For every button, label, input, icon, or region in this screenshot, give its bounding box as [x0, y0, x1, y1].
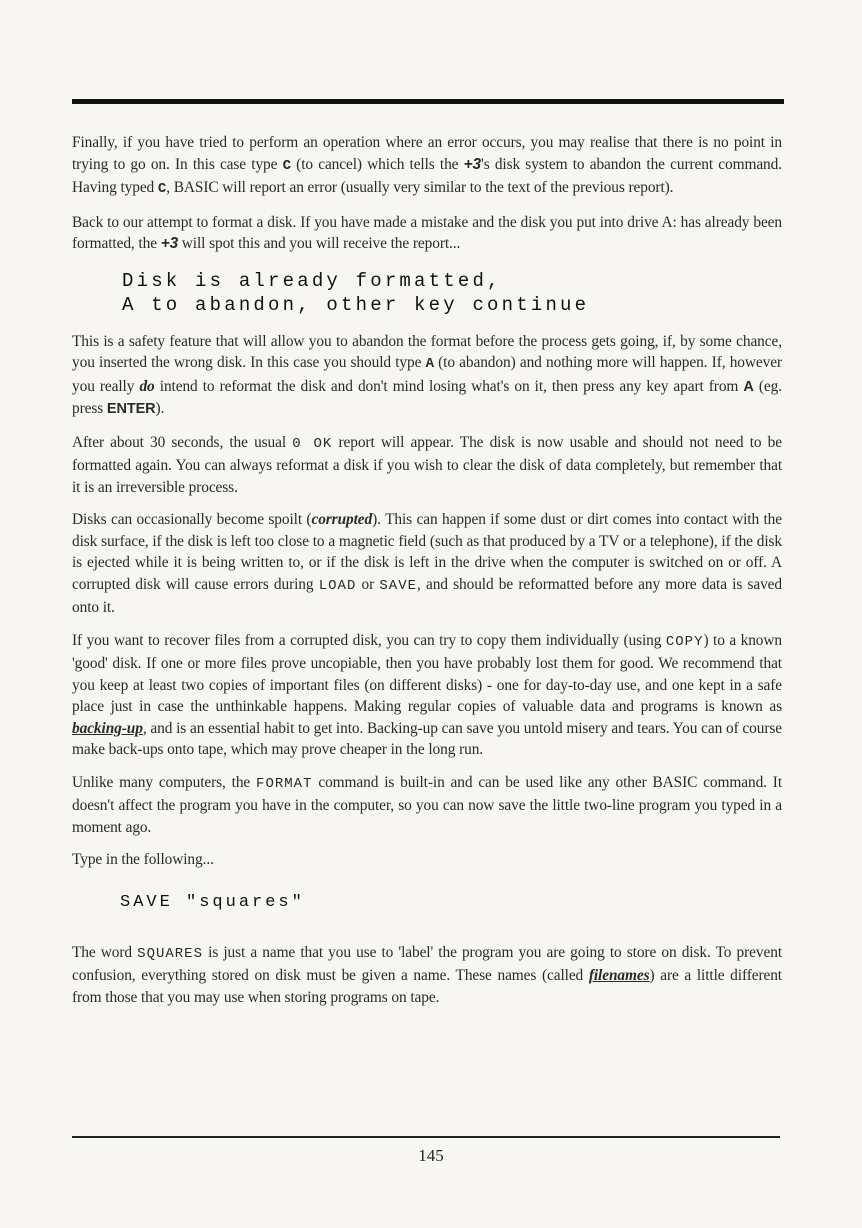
paragraph-corrupted	[72, 509, 782, 619]
text: Unlike many computers, the	[72, 773, 257, 791]
report-line-2: A to abandon, other key continue	[122, 293, 590, 316]
plus3-logo: +3	[463, 155, 482, 173]
paragraph-cancel	[72, 132, 782, 201]
text: Back to our attempt to format a disk. If you have made a mistake and the disk you put into drive A: has already been formatted, the	[72, 213, 782, 252]
text: ) are a little different from those that you may use when storing programs on tape.	[72, 967, 782, 1006]
command-save: SAVE	[379, 577, 418, 594]
term-filenames: filenames	[588, 967, 650, 984]
report-line-1: Disk is already formatted,	[122, 269, 502, 292]
key-c: C	[282, 157, 291, 174]
key-a: A	[743, 378, 754, 395]
text: is just a name that you use to 'label' the program you are going to store on disk. To prevent confusion, everything stored on disk must be given a name. These names (called	[72, 943, 782, 984]
text: intend to reformat the disk and don't mind losing what's on it, then press any key apart from	[154, 377, 744, 395]
disk-formatted-report	[122, 269, 782, 317]
text: After about 30 seconds, the usual	[72, 433, 293, 451]
text: (eg. press	[72, 377, 782, 417]
text: command is built-in and can be used like any other BASIC command. It doesn't affect the program you have in the computer, so you can now save the little two-line program you typed in a moment ago.	[72, 773, 782, 836]
text: (to cancel) which tells the	[290, 155, 464, 173]
command-format: FORMAT	[256, 775, 313, 792]
key-c: C	[157, 181, 167, 197]
emphasis-do: do	[139, 377, 155, 395]
key-a: A	[425, 356, 434, 372]
paragraph-ok-report	[72, 432, 782, 499]
text: This is a safety feature that will allow you to abandon the format before the process gets going, if, by some chance, you inserted the wrong disk. In this case you should type	[72, 332, 782, 371]
ok-report: 0 OK	[292, 435, 333, 452]
command-load: LOAD	[318, 577, 357, 594]
bottom-rule	[72, 1136, 780, 1138]
text: , and is an essential habit to get into. Backing-up can save you untold misery and tears. You can of course make back-ups onto tape, which may prove cheaper in the long run.	[72, 719, 782, 758]
text: Finally, if you have tried to perform an operation where an error occurs, you may realise that there is no point in trying to go on. In this case type	[72, 134, 782, 173]
text: or	[356, 575, 380, 593]
paragraph-format-attempt	[72, 212, 782, 255]
text: The word	[72, 943, 138, 961]
plus3-logo: +3	[160, 235, 179, 252]
paragraph-recover	[72, 630, 782, 761]
keyword-squares: SQUARES	[137, 945, 203, 962]
top-rule	[72, 99, 784, 104]
paragraph-safety-feature	[72, 331, 782, 421]
text: 's disk system to abandon the current command. Having typed	[72, 155, 782, 196]
text: , and should be reformatted before any more data is saved onto it.	[72, 575, 782, 616]
text: ).	[155, 400, 165, 417]
text: (to abandon) and nothing more will happen. If, however you really	[72, 354, 782, 395]
text: report will appear. The disk is now usable and should not need to be formatted again. You can always reformat a disk if you wish to clear the disk of data completely, but remember that it is an irreversible process.	[72, 433, 782, 496]
text: ) to a known 'good' disk. If one or more files prove uncopiable, then you have probably lost them for good. We recommend that you keep at least two copies of important files (on different disks) - one for day-to-day use, and one kept in a safe place just in case the unthinkable happens. Making regular copies of valuable data and programs is known as	[72, 631, 782, 715]
paragraph-type-following: Type in the following...	[72, 851, 214, 868]
term-backing-up: backing-up	[72, 719, 143, 737]
paragraph-squares	[72, 942, 782, 1009]
paragraph-format-command	[72, 772, 782, 839]
text: If you want to recover files from a corrupted disk, you can try to copy them individually (using	[72, 631, 666, 649]
command-copy: COPY	[665, 633, 704, 650]
save-command: SAVE "squares"	[120, 892, 305, 912]
page-number: 145	[418, 1146, 444, 1165]
key-enter: ENTER	[106, 401, 156, 417]
text: ). This can happen if some dust or dirt comes into contact with the disk surface, if the disk is left too close to a magnetic field (such as that produced by a TV or a telephone), if the disk is ejected while it is being written to, or if the disk is left in the drive when the computer is switched on or off. A corrupted disk will cause errors during	[72, 511, 782, 593]
page-body	[72, 132, 782, 1019]
term-corrupted: corrupted	[311, 511, 373, 528]
text: will spot this and you will receive the report...	[178, 235, 461, 252]
text: , BASIC will report an error (usually very similar to the text of the previous report).	[166, 179, 674, 196]
text: Disks can occasionally become spoilt (	[72, 511, 312, 528]
